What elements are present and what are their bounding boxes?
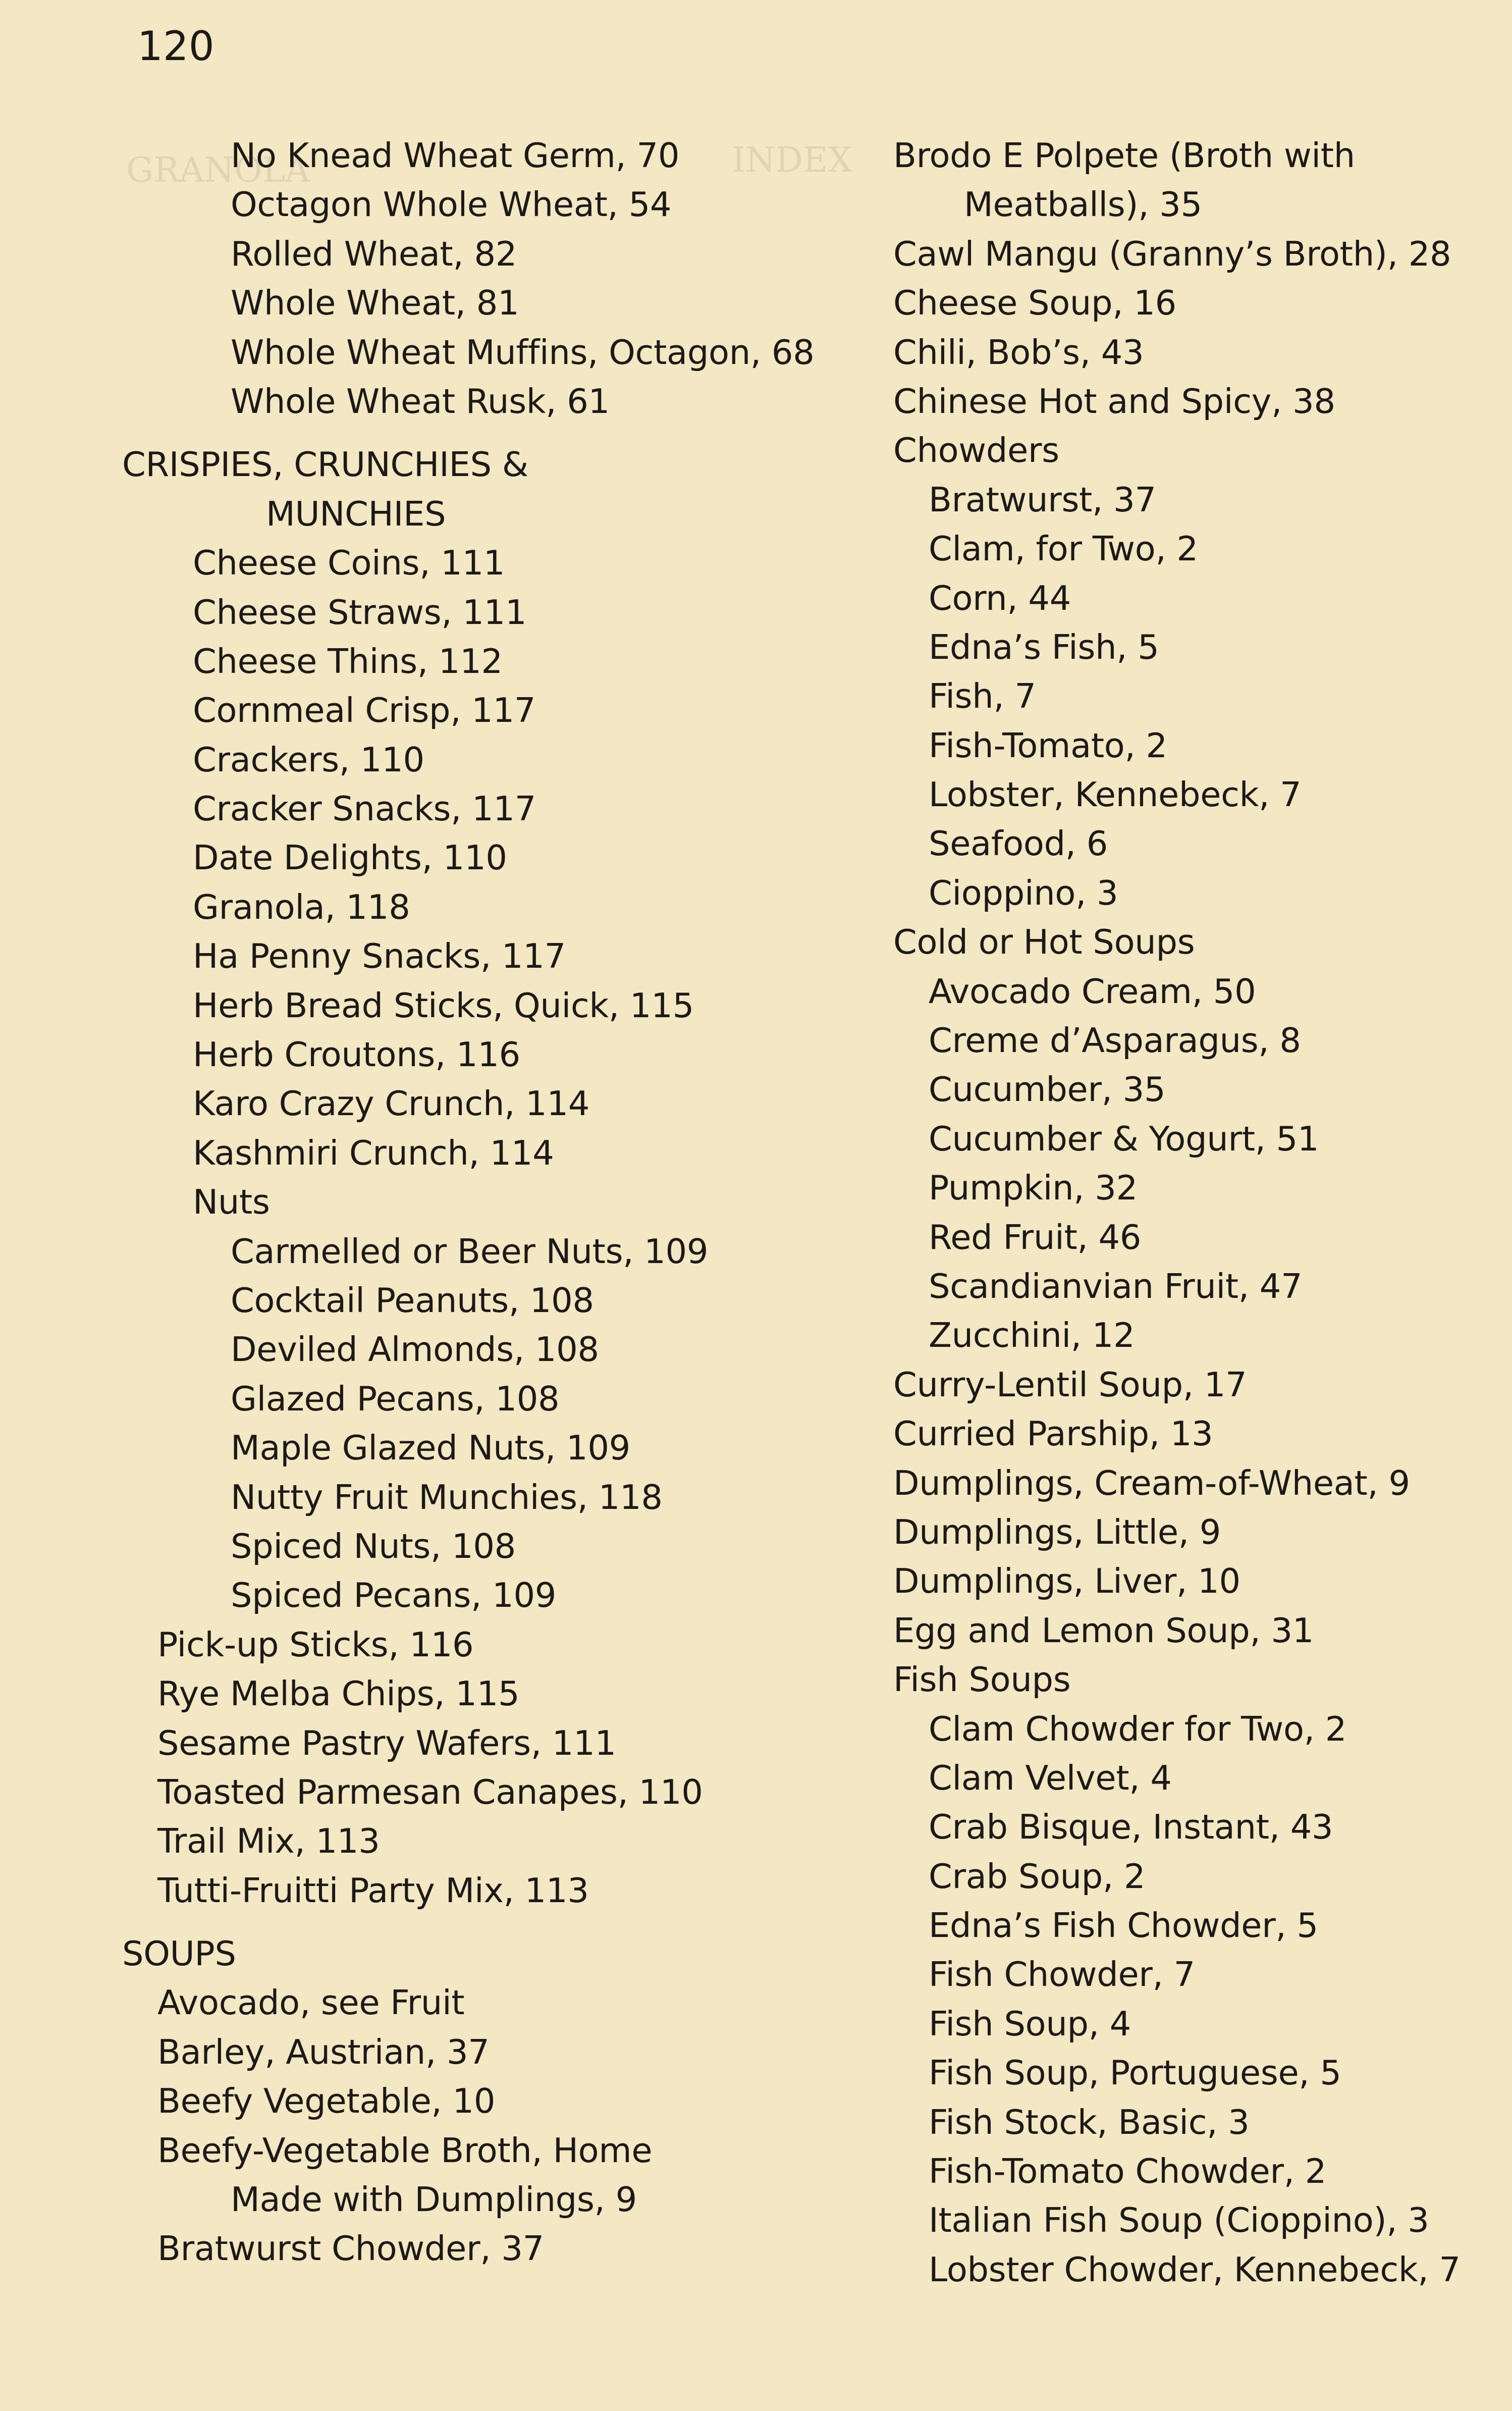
index-entry: Avocado Cream, 50: [929, 971, 1256, 1011]
index-entry: Tutti-Fruitti Party Mix, 113: [157, 1870, 589, 1910]
index-column-left: [122, 131, 869, 2274]
index-entry: Kashmiri Crunch, 114: [193, 1133, 554, 1173]
index-entry: Carmelled or Beer Nuts, 109: [231, 1231, 709, 1271]
index-entry: Rolled Wheat, 82: [231, 234, 517, 274]
index-heading: CRISPIES, CRUNCHIES &: [122, 445, 528, 485]
index-entry: Fish Stock, Basic, 3: [929, 2102, 1250, 2142]
bleed-through-text: INDEX: [732, 140, 852, 180]
index-entry: Cocktail Peanuts, 108: [231, 1280, 594, 1320]
index-entry: Seafood, 6: [929, 824, 1108, 864]
index-entry: Scandianvian Fruit, 47: [929, 1266, 1303, 1306]
index-heading: SOUPS: [122, 1934, 236, 1974]
index-entry: Nutty Fruit Munchies, 118: [231, 1477, 663, 1517]
index-entry: Chili, Bob’s, 43: [893, 332, 1144, 372]
page-number: 120: [137, 23, 214, 70]
index-entry: Zucchini, 12: [929, 1316, 1135, 1355]
index-entry: Italian Fish Soup (Cioppino), 3: [929, 2200, 1429, 2240]
index-entry: Red Fruit, 46: [929, 1217, 1142, 1257]
index-entry: Whole Wheat Rusk, 61: [231, 381, 610, 421]
index-entry: Herb Bread Sticks, Quick, 115: [193, 985, 694, 1025]
index-entry: Cioppino, 3: [929, 873, 1118, 913]
index-entry: Beefy Vegetable, 10: [157, 2081, 496, 2121]
index-entry: Pumpkin, 32: [929, 1168, 1138, 1208]
index-entry: Spiced Pecans, 109: [231, 1576, 557, 1615]
index-entry: MUNCHIES: [266, 494, 446, 534]
index-entry: Beefy-Vegetable Broth, Home: [157, 2130, 653, 2170]
index-entry: Crab Soup, 2: [929, 1856, 1146, 1896]
index-entry: Trail Mix, 113: [157, 1821, 380, 1861]
index-entry: Crackers, 110: [193, 740, 424, 779]
index-entry: Fish Soup, Portuguese, 5: [929, 2053, 1341, 2093]
index-entry: Bratwurst Chowder, 37: [157, 2229, 544, 2269]
index-entry: Karo Crazy Crunch, 114: [193, 1084, 590, 1124]
index-entry: Creme d’Asparagus, 8: [929, 1021, 1301, 1061]
index-entry: Cucumber & Yogurt, 51: [929, 1119, 1319, 1159]
index-entry: Fish Soups: [893, 1660, 1071, 1700]
index-entry: Cracker Snacks, 117: [193, 789, 536, 829]
index-entry: Cheese Soup, 16: [893, 283, 1176, 323]
index-entry: Curried Parship, 13: [893, 1414, 1213, 1454]
index-entry: Cornmeal Crisp, 117: [193, 691, 536, 730]
index-entry: Cold or Hot Soups: [893, 922, 1195, 962]
index-entry: Deviled Almonds, 108: [231, 1330, 599, 1370]
index-entry: Rye Melba Chips, 115: [157, 1674, 520, 1714]
index-entry: Ha Penny Snacks, 117: [193, 936, 566, 976]
index-entry: Toasted Parmesan Canapes, 110: [157, 1772, 703, 1812]
index-entry: Cheese Straws, 111: [193, 592, 527, 632]
index-entry: Lobster Chowder, Kennebeck, 7: [929, 2249, 1461, 2289]
index-entry: Fish Soup, 4: [929, 2004, 1131, 2043]
index-entry: Avocado, see Fruit: [157, 1983, 465, 2023]
index-entry: Cawl Mangu (Granny’s Broth), 28: [893, 234, 1451, 274]
index-entry: Nuts: [193, 1182, 270, 1222]
index-entry: Chowders: [893, 431, 1059, 470]
index-entry: Cheese Coins, 111: [193, 543, 505, 583]
index-entry: Chinese Hot and Spicy, 38: [893, 381, 1335, 421]
index-entry: Bratwurst, 37: [929, 480, 1156, 519]
index-entry: Maple Glazed Nuts, 109: [231, 1428, 630, 1468]
index-entry: Herb Croutons, 116: [193, 1035, 520, 1075]
index-entry: Glazed Pecans, 108: [231, 1379, 560, 1419]
index-entry: Fish Chowder, 7: [929, 1955, 1195, 1995]
index-column-right: [893, 131, 1504, 2294]
index-entry: Made with Dumplings, 9: [231, 2180, 637, 2220]
index-entry: Whole Wheat, 81: [231, 283, 519, 323]
index-entry: Curry-Lentil Soup, 17: [893, 1365, 1247, 1404]
index-entry: Dumplings, Liver, 10: [893, 1561, 1240, 1601]
index-entry: Clam Velvet, 4: [929, 1758, 1172, 1798]
index-entry: Spiced Nuts, 108: [231, 1526, 516, 1566]
index-entry: Edna’s Fish Chowder, 5: [929, 1906, 1318, 1946]
index-entry: Corn, 44: [929, 578, 1071, 618]
index-entry: Dumplings, Little, 9: [893, 1512, 1221, 1552]
bleed-through-text: GRANOLA: [126, 150, 310, 190]
index-entry: Barley, Austrian, 37: [157, 2032, 490, 2072]
index-entry: Fish-Tomato, 2: [929, 725, 1167, 765]
index-entry: Fish, 7: [929, 676, 1036, 716]
index-entry: Egg and Lemon Soup, 31: [893, 1610, 1314, 1650]
index-entry: No Knead Wheat Germ, 70: [231, 136, 680, 175]
index-entry: Brodo E Polpete (Broth with: [893, 136, 1355, 175]
index-entry: Cheese Thins, 112: [193, 641, 503, 681]
index-entry: Cucumber, 35: [929, 1070, 1166, 1110]
index-entry: Edna’s Fish, 5: [929, 627, 1159, 667]
index-entry: Date Delights, 110: [193, 838, 507, 878]
index-entry: Fish-Tomato Chowder, 2: [929, 2152, 1327, 2191]
index-entry: Lobster, Kennebeck, 7: [929, 775, 1302, 815]
index-entry: Octagon Whole Wheat, 54: [231, 185, 672, 225]
index-entry: Dumplings, Cream-of-Wheat, 9: [893, 1463, 1410, 1503]
index-entry: Clam, for Two, 2: [929, 529, 1198, 569]
index-entry: Clam Chowder for Two, 2: [929, 1709, 1347, 1749]
index-entry: Meatballs), 35: [964, 185, 1202, 225]
index-entry: Whole Wheat Muffins, Octagon, 68: [231, 332, 815, 372]
index-entry: Crab Bisque, Instant, 43: [929, 1807, 1333, 1847]
index-entry: Sesame Pastry Wafers, 111: [157, 1723, 616, 1763]
index-entry: Pick-up Sticks, 116: [157, 1624, 474, 1664]
index-entry: Granola, 118: [193, 887, 410, 927]
